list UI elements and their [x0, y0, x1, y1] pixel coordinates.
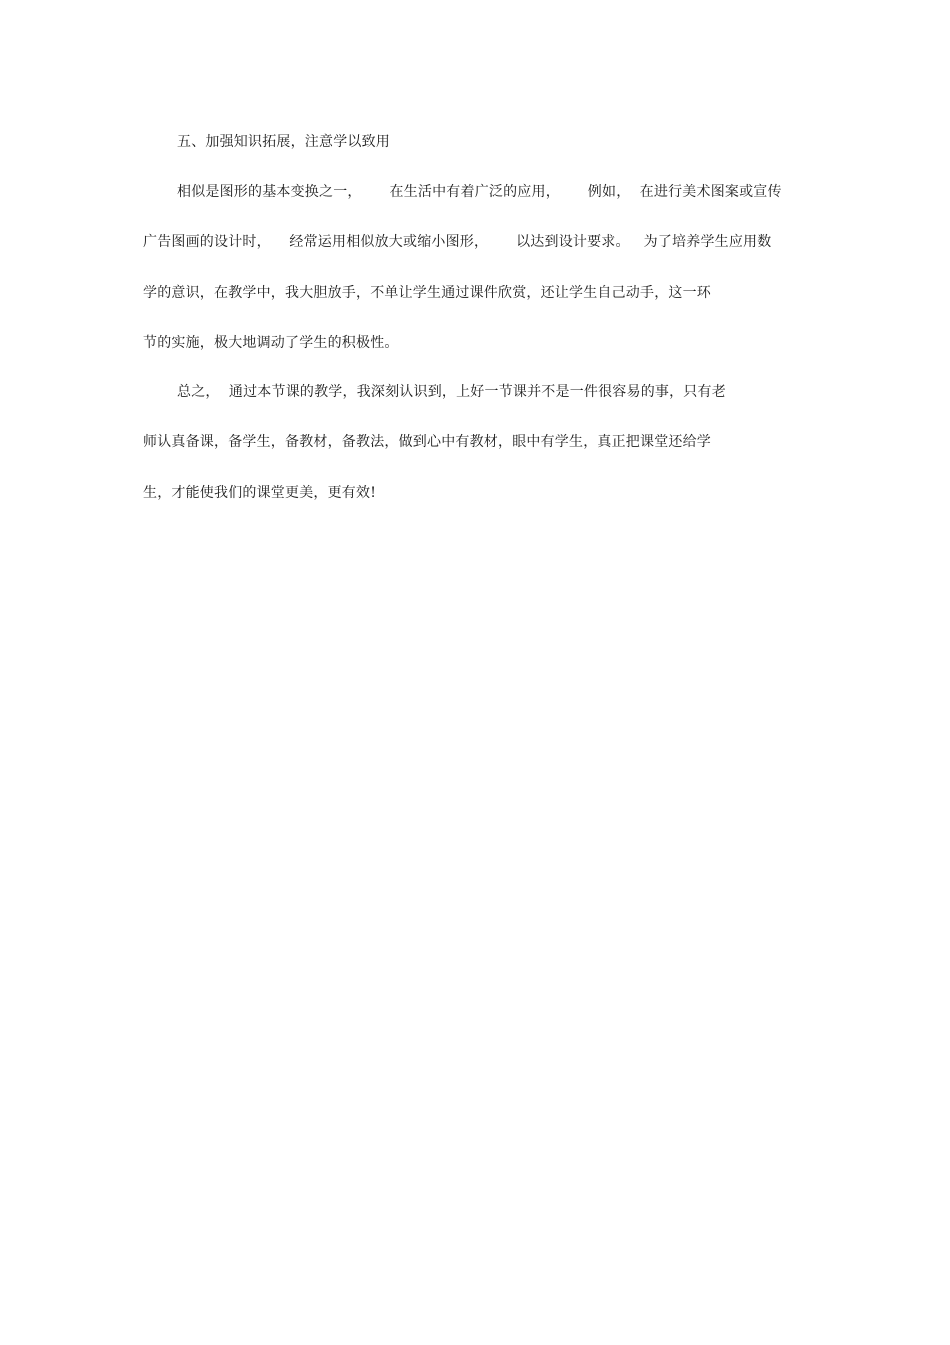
- paragraph-line: 师认真备课，备学生，备教材，备教法，做到心中有教材，眼中有学生，真正把课堂还给学: [143, 434, 711, 450]
- paragraph-line: 节的实施，极大地调动了学生的积极性。: [143, 335, 399, 351]
- paragraph-line: 相似是图形的基本变换之一， 在生活中有着广泛的应用， 例如， 在进行美术图案或宣传: [177, 184, 782, 200]
- section-heading: 五、加强知识拓展，注意学以致用: [177, 134, 390, 150]
- paragraph-line: 广告图画的设计时， 经常运用相似放大或缩小图形， 以达到设计要求。 为了培养学生应用数: [143, 234, 772, 250]
- paragraph-line: 学的意识，在教学中，我大胆放手，不单让学生通过课件欣赏，还让学生自己动手，这一环: [143, 285, 711, 301]
- paragraph-line: 总之， 通过本节课的教学，我深刻认识到，上好一节课并不是一件很容易的事，只有老: [177, 384, 726, 400]
- paragraph-line: 生，才能使我们的课堂更美，更有效!: [143, 485, 377, 501]
